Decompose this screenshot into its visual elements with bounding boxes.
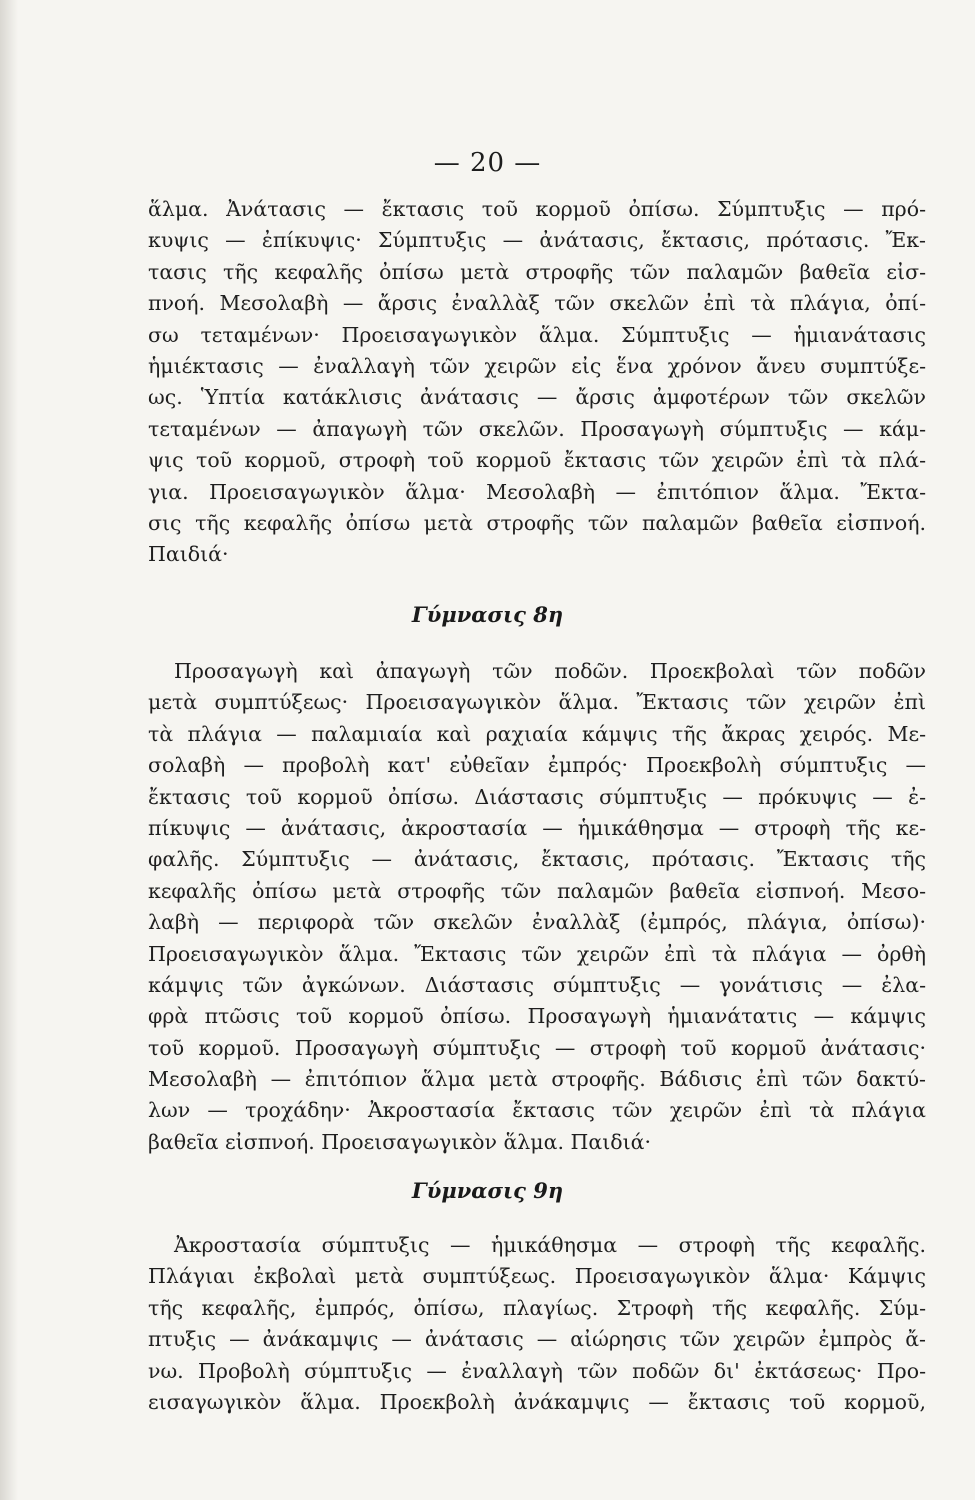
text-line: πίκυψις — ἀνάτασις, ἀκροστασία — ἡμικάθησμα — στροφὴ τῆς κε- bbox=[148, 815, 926, 840]
paragraph-2 bbox=[148, 656, 926, 1158]
text-line: πνοή. Μεσολαβὴ — ἄρσις ἐναλλὰξ τῶν σκελῶν ἐπὶ τὰ πλάγια, ὀπί- bbox=[148, 291, 926, 316]
text-line: ἔκτασις τοῦ κορμοῦ ὀπίσω. Διάστασις σύμπτυξις — πρόκυψις — ἐ- bbox=[148, 784, 926, 809]
page-number: — 20 — bbox=[433, 148, 542, 178]
text-line: ἅλμα. Ἀνάτασις — ἔκτασις τοῦ κορμοῦ ὀπίσω. Σύμπτυξις — πρό- bbox=[148, 197, 926, 221]
section-heading-9: Γύμνασις 9η bbox=[411, 1178, 564, 1203]
page-binding-shadow bbox=[0, 0, 18, 1500]
text-line: ἡμιέκτασις — ἐναλλαγὴ τῶν χειρῶν εἰς ἕνα χρόνον ἄνευ συμπτύξε- bbox=[148, 353, 926, 378]
text-line: για. Προεισαγωγικὸν ἅλμα· Μεσολαβὴ — ἐπιτόπιον ἅλμα. Ἔκτα- bbox=[148, 479, 926, 504]
text-line: νω. Προβολὴ σύμπτυξις — ἐναλλαγὴ τῶν ποδῶν δι' ἐκτάσεως· Προ- bbox=[148, 1358, 926, 1383]
section-heading-8: Γύμνασις 8η bbox=[411, 602, 564, 627]
text-line: εισαγωγικὸν ἅλμα. Προεκβολὴ ἀνάκαμψις — ἔκτασις τοῦ κορμοῦ, bbox=[148, 1389, 926, 1414]
text-line: Ἀκροστασία σύμπτυξις — ἡμικάθησμα — στροφὴ τῆς κεφαλῆς. bbox=[174, 1233, 926, 1257]
text-line: τασις τῆς κεφαλῆς ὀπίσω μετὰ στροφῆς τῶν παλαμῶν βαθεῖα εἰσ- bbox=[148, 259, 926, 284]
text-line: Μεσολαβὴ — ἐπιτόπιον ἅλμα μετὰ στροφῆς. Βάδισις ἐπὶ τῶν δακτύ- bbox=[148, 1067, 926, 1092]
text-line: Πλάγιαι ἐκβολαὶ μετὰ συμπτύξεως. Προεισαγωγικὸν ἅλμα· Κάμψις bbox=[148, 1264, 926, 1289]
text-line: Προσαγωγὴ καὶ ἀπαγωγὴ τῶν ποδῶν. Προεκβολαὶ τῶν ποδῶν bbox=[174, 659, 926, 683]
text-line: κάμψις τῶν ἀγκώνων. Διάστασις σύμπτυξις — γονάτισις — ἐλα- bbox=[148, 972, 926, 997]
text-line: Προεισαγωγικὸν ἅλμα. Ἔκτασις τῶν χειρῶν ἐπὶ τὰ πλάγια — ὀρθὴ bbox=[148, 941, 926, 966]
text-line: πτυξις — ἀνάκαμψις — ἀνάτασις — αἰώρησις τῶν χειρῶν ἐμπρὸς ἄ- bbox=[148, 1327, 926, 1352]
text-line: βαθεῖα εἰσπνοή. Προεισαγωγικὸν ἅλμα. Παιδιά· bbox=[148, 1129, 651, 1154]
text-line: τὰ πλάγια — παλαμιαία καὶ ραχιαία κάμψις τῆς ἄκρας χειρός. Με- bbox=[148, 721, 926, 746]
text-line: τῆς κεφαλῆς, ἐμπρός, ὀπίσω, πλαγίως. Στροφὴ τῆς κεφαλῆς. Σύμ- bbox=[148, 1295, 926, 1320]
text-line: σολαβὴ — προβολὴ κατ' εὐθεῖαν ἐμπρός· Προεκβολὴ σύμπτυξις — bbox=[148, 753, 926, 778]
text-line: σις τῆς κεφαλῆς ὀπίσω μετὰ στροφῆς τῶν παλαμῶν βαθεῖα εἰσπνοή. bbox=[148, 510, 926, 535]
text-line: ψις τοῦ κορμοῦ, στροφὴ τοῦ κορμοῦ ἔκτασις τῶν χειρῶν ἐπὶ τὰ πλά- bbox=[148, 448, 926, 473]
text-line: μετὰ συμπτύξεως· Προεισαγωγικὸν ἅλμα. Ἔκτασις τῶν χειρῶν ἐπὶ bbox=[148, 690, 926, 715]
paragraph-3 bbox=[148, 1230, 926, 1418]
text-line: φαλῆς. Σύμπτυξις — ἀνάτασις, ἔκτασις, πρότασις. Ἔκτασις τῆς bbox=[148, 847, 926, 872]
text-line: Παιδιά· bbox=[148, 542, 229, 567]
text-line: κυψις — ἐπίκυψις· Σύμπτυξις — ἀνάτασις, ἔκτασις, πρότασις. Ἔκ- bbox=[148, 228, 926, 253]
text-line: ως. Ὑπτία κατάκλισις ἀνάτασις — ἄρσις ἀμφοτέρων τῶν σκελῶν bbox=[148, 385, 926, 410]
paragraph-1 bbox=[148, 194, 926, 571]
text-line: τοῦ κορμοῦ. Προσαγωγὴ σύμπτυξις — στροφὴ τοῦ κορμοῦ ἀνάτασις· bbox=[148, 1035, 926, 1060]
text-line: κεφαλῆς ὀπίσω μετὰ στροφῆς τῶν παλαμῶν βαθεῖα εἰσπνοή. Μεσο- bbox=[148, 878, 926, 903]
text-line: τεταμένων — ἀπαγωγὴ τῶν σκελῶν. Προσαγωγὴ σύμπτυξις — κάμ- bbox=[148, 416, 926, 441]
text-line: σω τεταμένων· Προεισαγωγικὸν ἅλμα. Σύμπτυξις — ἡμιανάτασις bbox=[148, 322, 926, 347]
text-line: λαβὴ — περιφορὰ τῶν σκελῶν ἐναλλὰξ (ἐμπρός, πλάγια, ὀπίσω)· bbox=[148, 910, 926, 935]
text-line: λων — τροχάδην· Ἀκροστασία ἔκτασις τῶν χειρῶν ἐπὶ τὰ πλάγια bbox=[148, 1098, 926, 1123]
text-line: φρὰ πτῶσις τοῦ κορμοῦ ὀπίσω. Προσαγωγὴ ἡμιανάτατις — κάμψις bbox=[148, 1004, 926, 1029]
